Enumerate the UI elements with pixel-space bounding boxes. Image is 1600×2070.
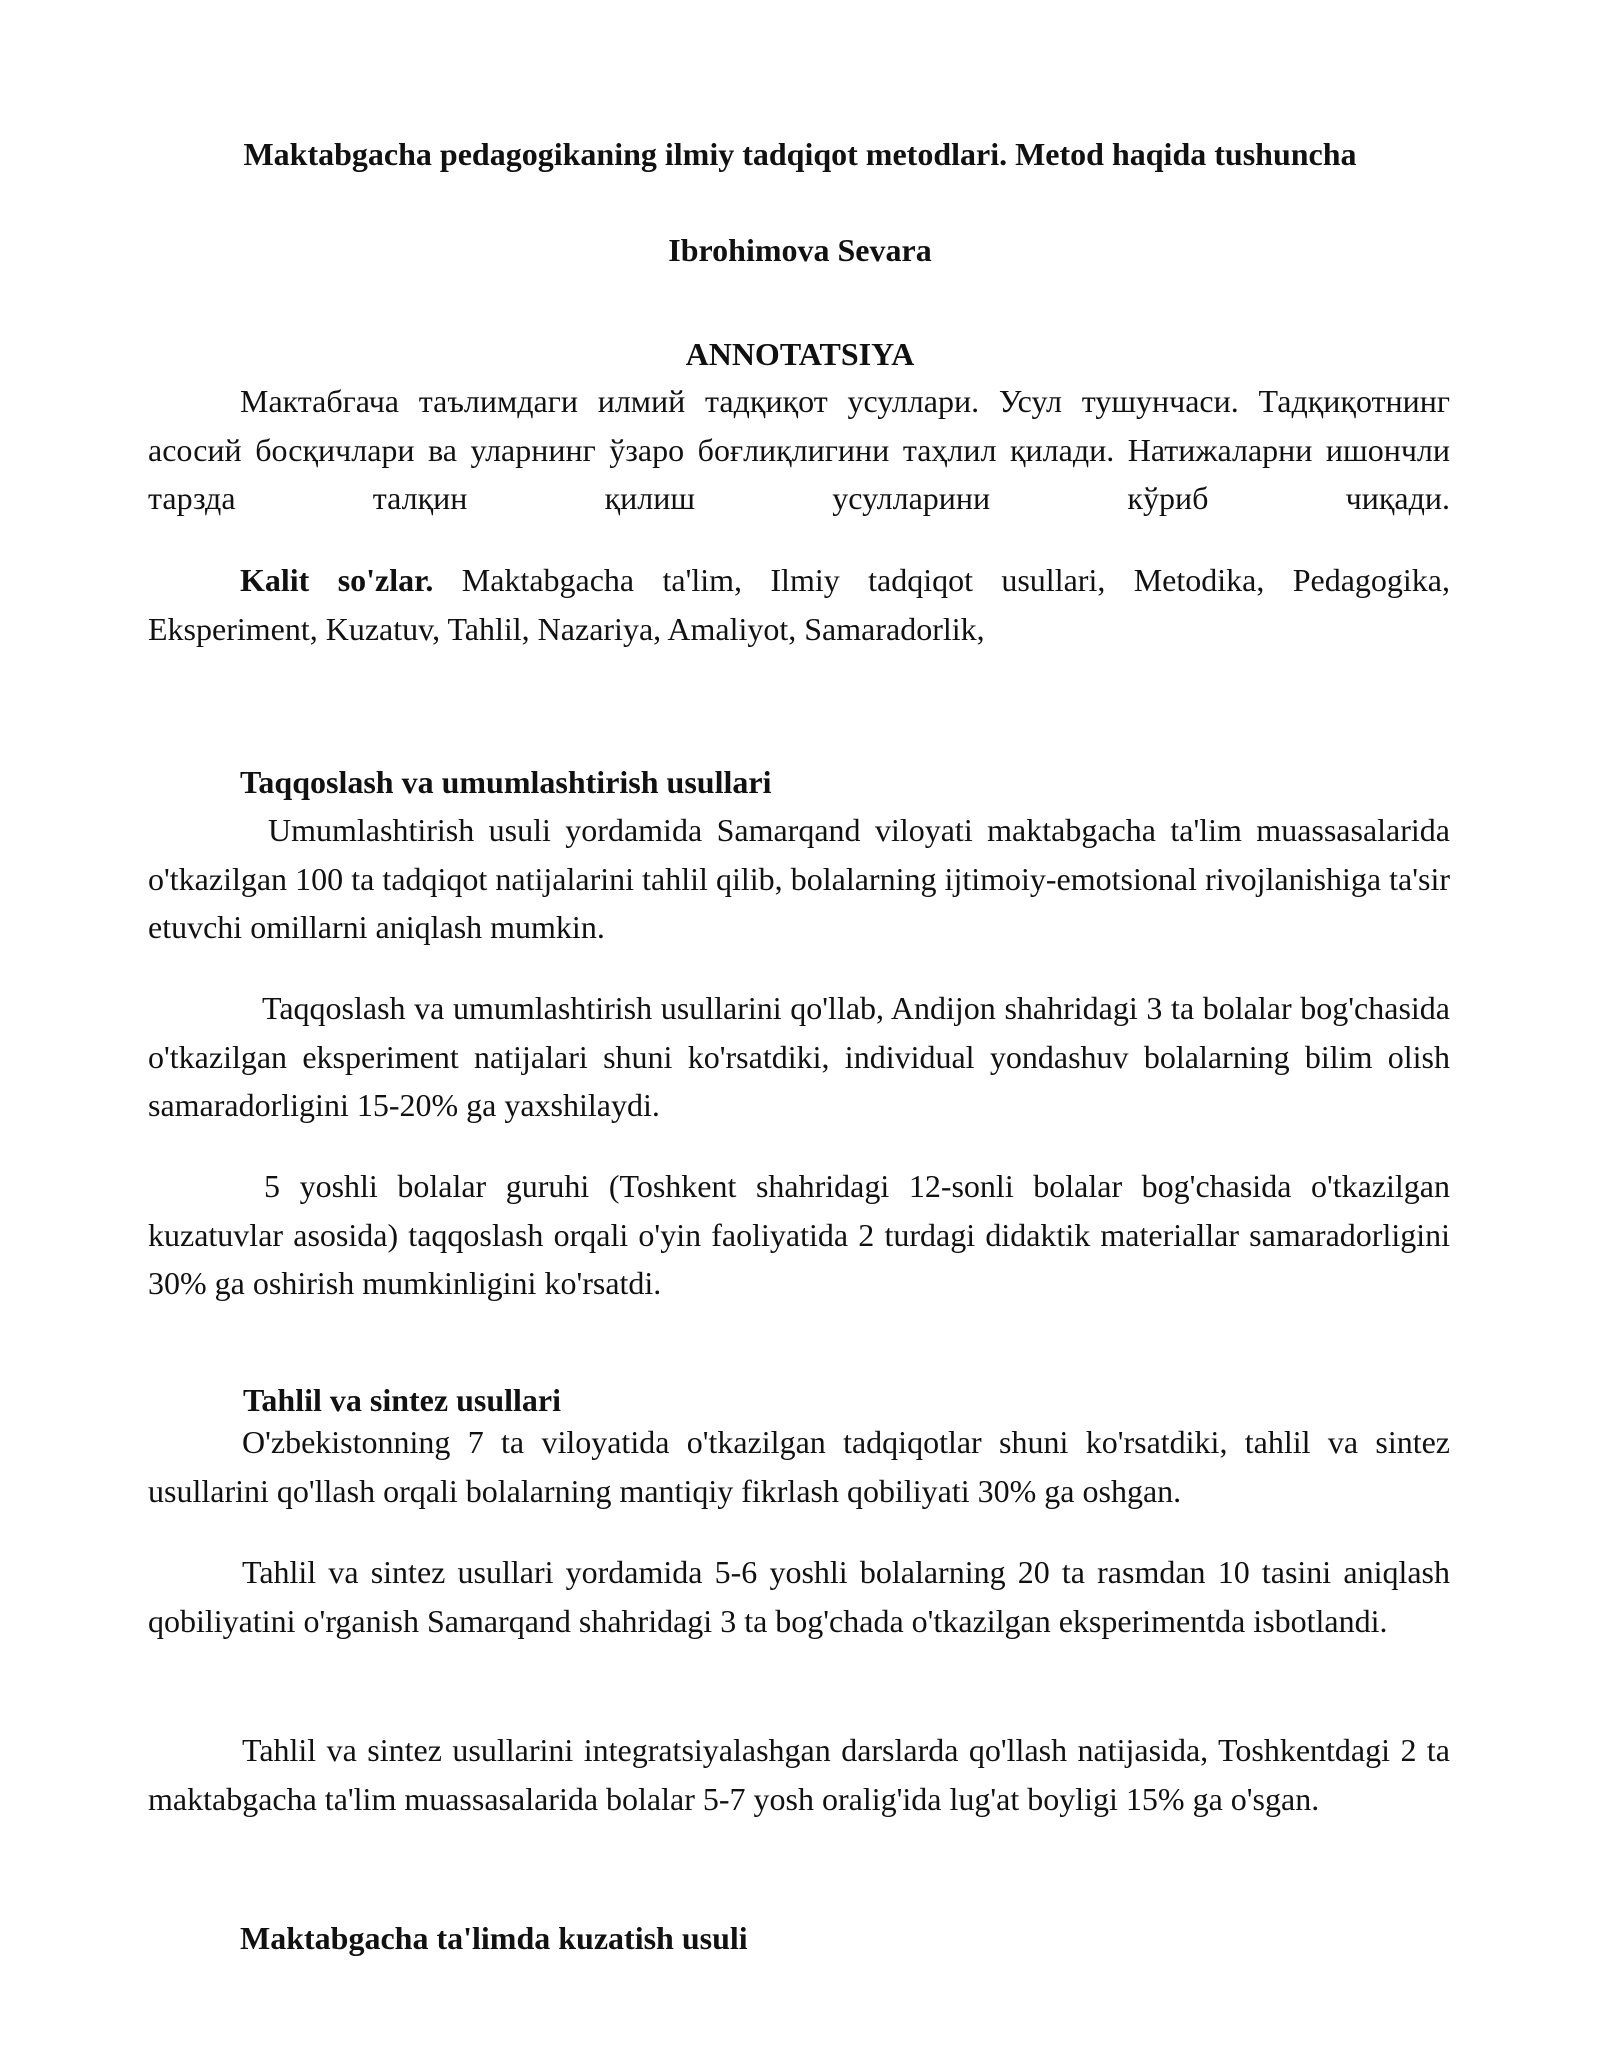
document-title: Maktabgacha pedagogikaning ilmiy tadqiqot metodlari. Metod haqida tushuncha bbox=[243, 136, 1357, 172]
section1-paragraph-2: Taqqoslash va umumlashtirish usullarini qo'llab, Andijon shahridagi 3 ta bolalar bog'chasida o'tkazilgan eksperiment natijalari shuni ko'rsatdiki, individual yondashuv bolalarning bilim olish samaradorligini 15-20% ga yaxshilaydi. bbox=[148, 990, 1450, 1123]
keywords-paragraph bbox=[148, 556, 1450, 653]
section1-paragraph-3: 5 yoshli bolalar guruhi (Toshkent shahridagi 12-sonli bolalar bog'chasida o'tkazilgan kuzatuvlar asosida) taqqoslash orqali o'yin faoliyatida 2 turdagi didaktik materiallar samaradorligini 30% ga oshirish mumkinligini ko'rsatdi. bbox=[148, 1168, 1450, 1301]
keywords-label: Kalit so'zlar. bbox=[240, 562, 434, 598]
keywords-text: Maktabgacha ta'lim, Ilmiy tadqiqot usullari, Metodika, Pedagogika, Eksperiment, Kuzatuv, Tahlil, Nazariya, Amaliyot, Samaradorlik, bbox=[148, 562, 1451, 647]
section2-paragraph-3: Tahlil va sintez usullarini integratsiyalashgan darslarda qo'llash natijasida, Toshkentdagi 2 ta maktabgacha ta'lim muassasalarida bolalar 5-7 yosh oralig'ida lug'at boyligi 15% ga o'sgan. bbox=[148, 1732, 1450, 1817]
annotation-text: Мактабгача таълимдаги илмий тадқиқот усуллари. Усул тушунчаси. Тадқиқотнинг асосий босқичлари ва уларнинг ўзаро боғлиқлигини таҳлил қилади. Натижаларни ишончли тарзда талқин қилиш усулларини кўриб чиқади. bbox=[148, 383, 1450, 516]
section-heading-comparison: Taqqoslash va umumlashtirish usullari bbox=[240, 764, 772, 800]
section-heading-analysis: Tahlil va sintez usullari bbox=[243, 1382, 561, 1418]
annotation-heading: ANNOTATSIYA bbox=[685, 336, 915, 372]
section2-paragraph-1: O'zbekistonning 7 ta viloyatida o'tkazilgan tadqiqotlar shuni ko'rsatdiki, tahlil va sintez usullarini qo'llash orqali bolalarning mantiqiy fikrlash qobiliyati 30% ga oshgan. bbox=[148, 1424, 1450, 1509]
section2-paragraph-2: Tahlil va sintez usullari yordamida 5-6 yoshli bolalarning 20 ta rasmdan 10 tasini aniqlash qobiliyatini o'rganish Samarqand shahridagi 3 ta bog'chada o'tkazilgan eksperimentda isbotlandi. bbox=[148, 1554, 1450, 1639]
author-name: Ibrohimova Sevara bbox=[668, 232, 932, 268]
section-heading-observation: Maktabgacha ta'limda kuzatish usuli bbox=[240, 1920, 748, 1956]
section1-paragraph-1: Umumlashtirish usuli yordamida Samarqand viloyati maktabgacha ta'lim muassasalarida o'tkazilgan 100 ta tadqiqot natijalarini tahlil qilib, bolalarning ijtimoiy-emotsional rivojlanishiga ta'sir etuvchi omillarni aniqlash mumkin. bbox=[148, 812, 1450, 945]
